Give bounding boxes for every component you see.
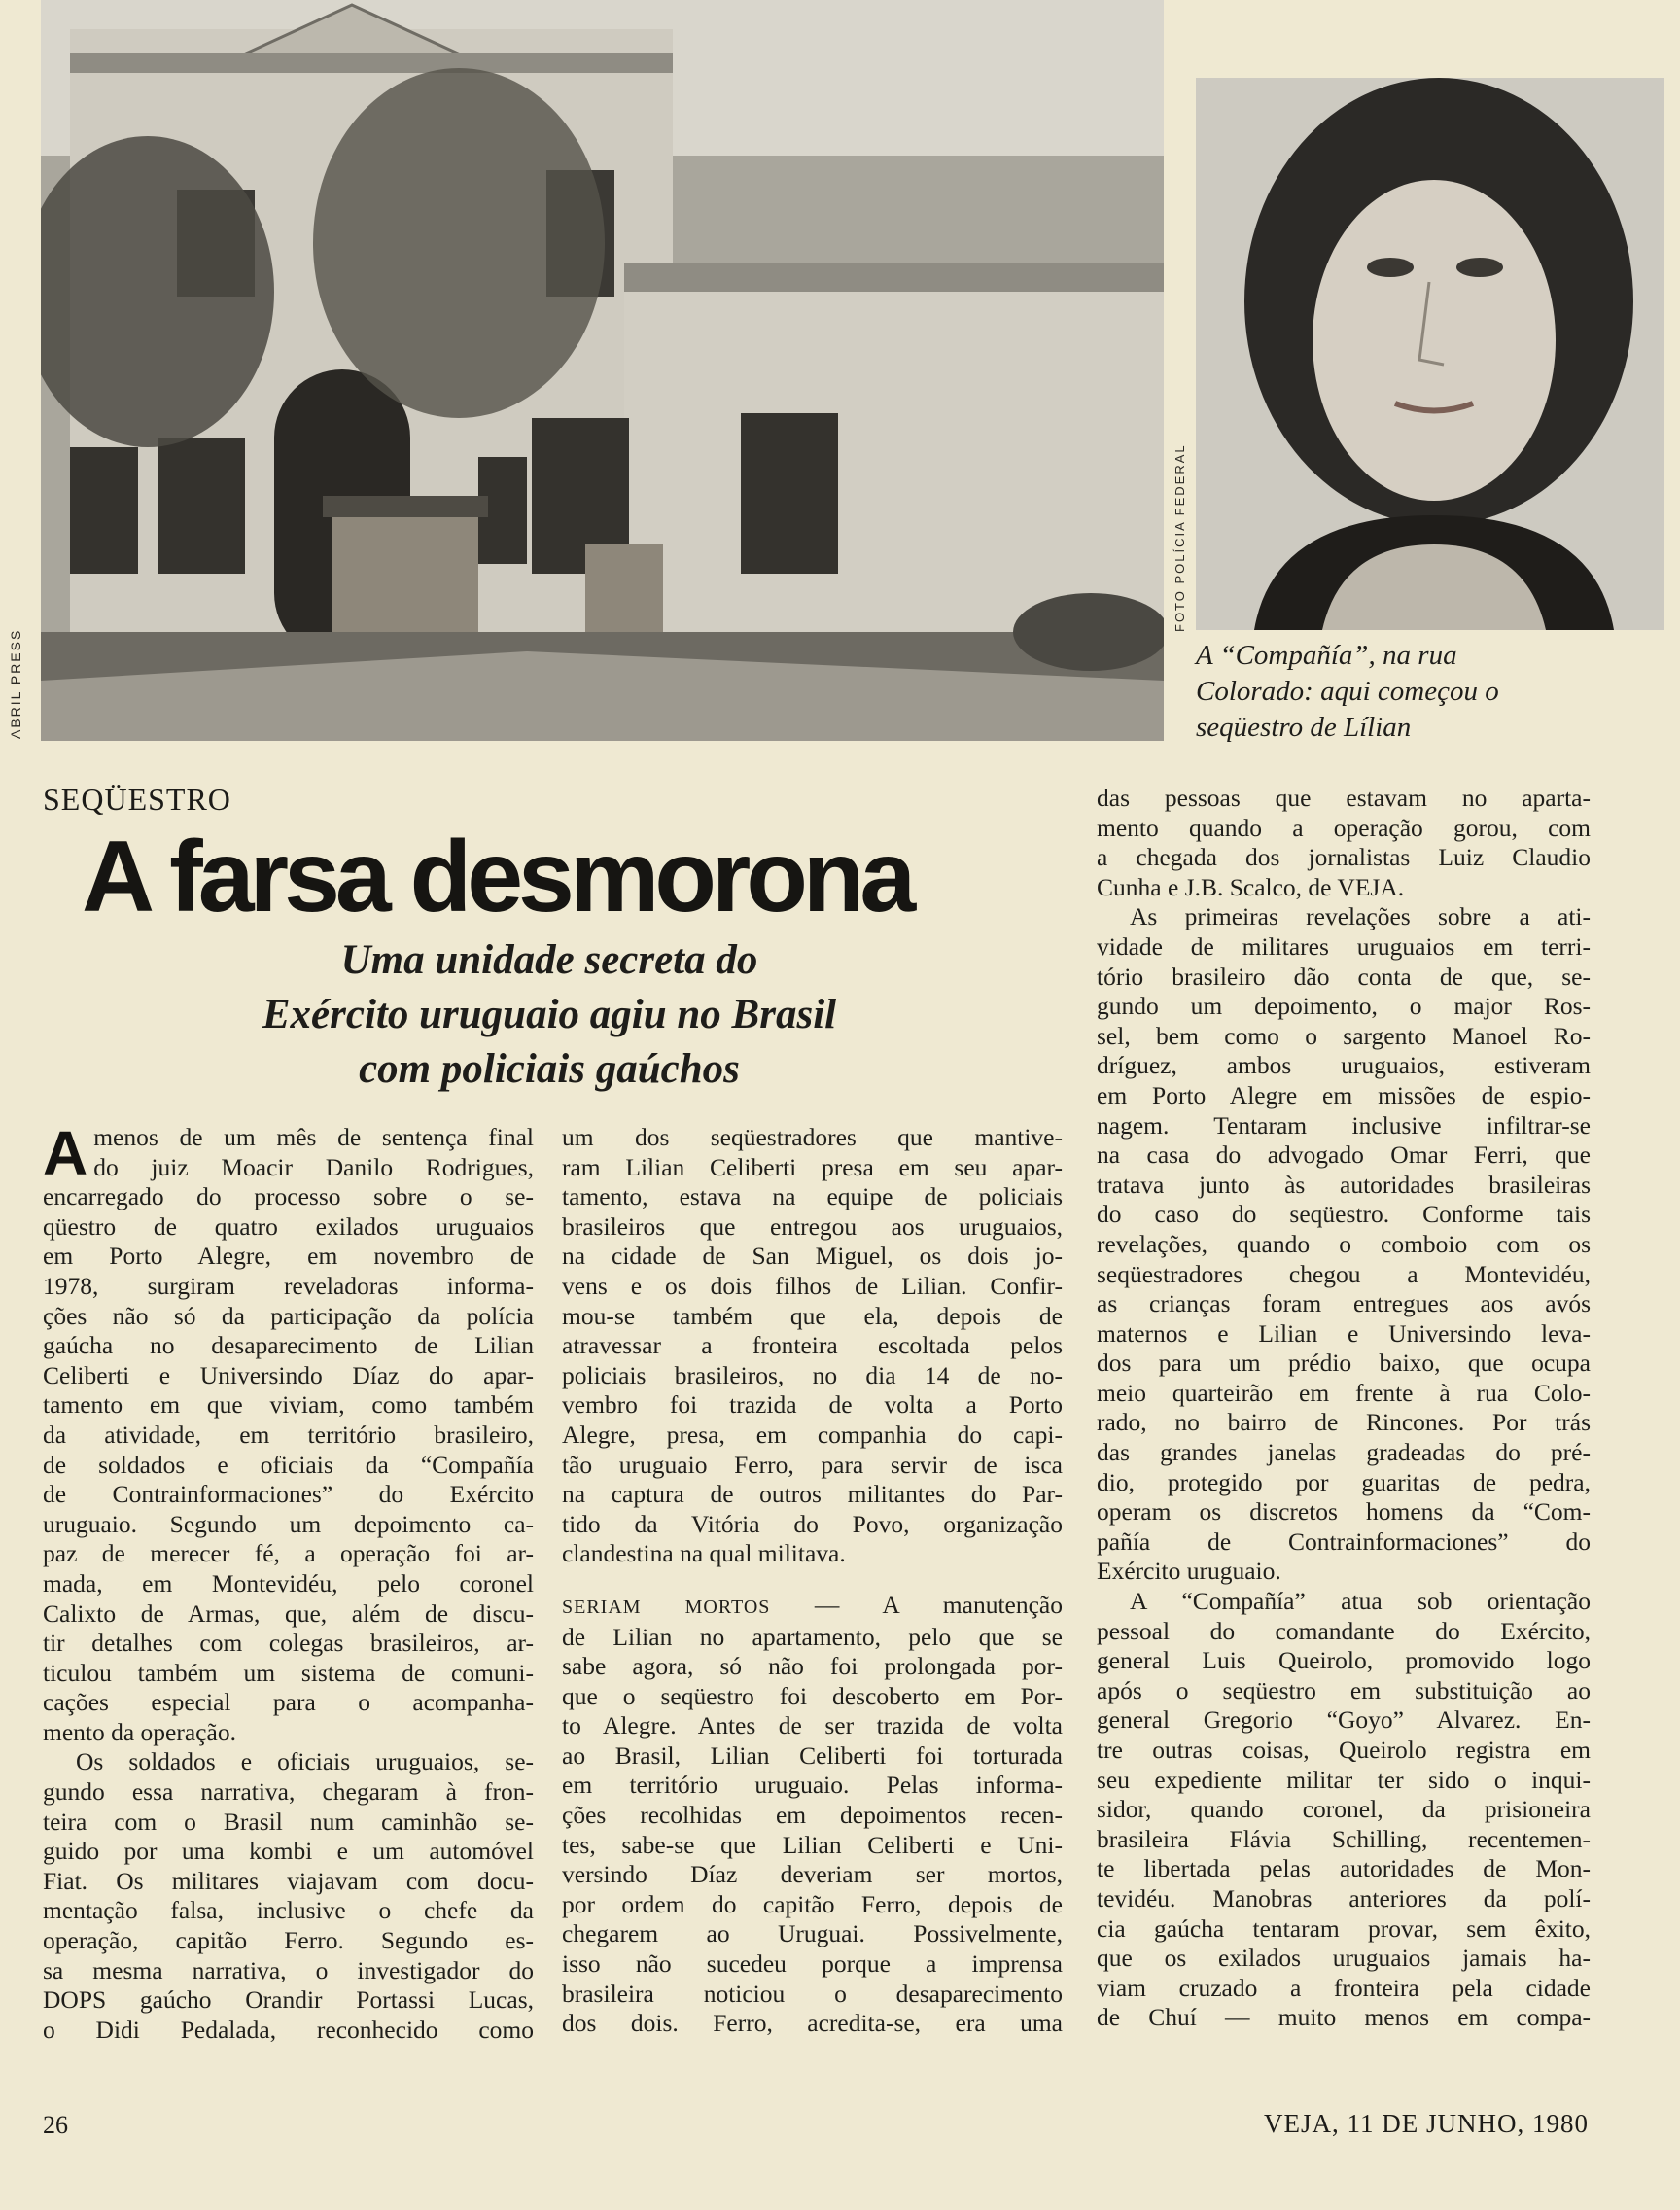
body-line: Exército uruguaio. [1097, 1557, 1281, 1586]
body-line: mento quando a operação gorou, com [1097, 813, 1591, 842]
body-line: tevidéu. Manobras anteriores da polí- [1097, 1883, 1591, 1912]
body-line: de soldados e oficiais da “Compañía [43, 1450, 534, 1479]
body-line: gundo essa narrativa, chegaram à fron- [43, 1777, 534, 1807]
body-line: pessoal do comandante do Exército, [1097, 1616, 1591, 1645]
body-line: sabe agora, só não foi prolongada por- [562, 1652, 1063, 1681]
photo-credit-policia: FOTO POLÍCIA FEDERAL [1172, 443, 1187, 632]
body-line: pañía de Contrainformaciones” do [1097, 1526, 1591, 1556]
deck [126, 933, 972, 1097]
article-column-2 [562, 1123, 1063, 2039]
body-line: tamento em que viviam, como também [43, 1390, 534, 1420]
caption-line: Colorado: aqui começou o [1196, 676, 1499, 707]
body-line: teira com o Brasil num caminhão se- [43, 1807, 534, 1836]
caption-line: seqüestro de Lílian [1196, 712, 1412, 743]
body-line: As primeiras revelações sobre a ati- [1130, 902, 1591, 931]
body-line: isso não sucedeu porque a imprensa [562, 1949, 1063, 1979]
body-line: meio quarteirão em frente à rua Colo- [1097, 1378, 1591, 1407]
body-line: atravessar a fronteira escoltada pelos [562, 1331, 1063, 1360]
body-line: Os soldados e oficiais uruguaios, se- [76, 1747, 534, 1776]
body-line: gaúcha no desaparecimento de Lilian [43, 1331, 534, 1360]
body-line: mada, em Montevidéu, pelo coronel [43, 1568, 534, 1597]
body-line-text: menos de um mês de sentença final [93, 1123, 534, 1151]
body-line: dos para um prédio baixo, que ocupa [1097, 1349, 1591, 1378]
body-line: to Alegre. Antes de ser trazida de volta [562, 1711, 1063, 1740]
body-line: em Porto Alegre em missões de espio- [1097, 1080, 1591, 1109]
body-line: as crianças foram entregues aos avós [1097, 1289, 1591, 1318]
body-line: em território uruguaio. Pelas informa- [562, 1771, 1063, 1800]
body-line: tre outras coisas, Queirolo registra em [1097, 1736, 1591, 1764]
body-line: chegarem ao Uruguai. Possivelmente, [562, 1919, 1063, 1948]
body-line: ções recolhidas em depoimentos recen- [562, 1801, 1063, 1830]
body-line: ticulou também um sistema de comuni- [43, 1658, 534, 1687]
body-line: das grandes janelas gradeadas do pré- [1097, 1438, 1591, 1467]
body-line: rado, no bairro de Rincones. Por trás [1097, 1408, 1591, 1437]
body-line: de Chuí — muito menos em compa- [1097, 2003, 1591, 2032]
body-line: da atividade, em território brasileiro, [43, 1420, 534, 1449]
body-line: maternos e Lilian e Universindo leva- [1097, 1318, 1591, 1348]
subhead: SERIAM MORTOS [562, 1596, 771, 1618]
body-line: na casa do advogado Omar Ferri, que [1097, 1140, 1591, 1170]
building-illustration [41, 0, 1164, 741]
body-line: que os exilados uruguaios jamais ha- [1097, 1944, 1591, 1973]
body-line: um dos seqüestradores que mantive- [562, 1123, 1063, 1151]
body-line: por ordem do capitão Ferro, depois de [562, 1889, 1063, 1918]
body-line: tão uruguaio Ferro, para servir de isca [562, 1450, 1063, 1479]
body-line: general Gregorio “Goyo” Alvarez. En- [1097, 1705, 1591, 1735]
body-line: operação, capitão Ferro. Segundo es- [43, 1926, 534, 1955]
body-line: DOPS gaúcho Orandir Portassi Lucas, [43, 1985, 534, 2015]
body-line [562, 1591, 1063, 1623]
body-line: tório brasileiro dão conta de que, se- [1097, 962, 1591, 991]
body-line: Cunha e J.B. Scalco, de VEJA. [1097, 872, 1405, 901]
body-line: do juiz Moacir Danilo Rodrigues, [93, 1152, 534, 1181]
body-line: uruguaio. Segundo um depoimento ca- [43, 1509, 534, 1538]
body-line: ao Brasil, Lilian Celiberti foi torturada [562, 1740, 1063, 1770]
photo-credit-abril: ABRIL PRESS [8, 628, 23, 739]
body-line: tir detalhes com colegas brasileiros, ar- [43, 1629, 534, 1658]
deck-line: Exército uruguaio agiu no Brasil [262, 992, 837, 1037]
body-line: sidor, quando coronel, da prisioneira [1097, 1795, 1591, 1824]
body-line: vembro foi trazida de volta a Porto [562, 1390, 1063, 1420]
deck-line: com policiais gaúchos [359, 1046, 740, 1092]
body-line: clandestina na qual militava. [562, 1539, 846, 1568]
body-line: brasileira noticiou o desaparecimento [562, 1979, 1063, 2008]
body-line: Fiat. Os militares viajavam com docu- [43, 1866, 534, 1895]
body-line: versindo Díaz deveriam ser mortos, [562, 1860, 1063, 1889]
body-line: após o seqüestro em substituição ao [1097, 1675, 1591, 1704]
article-column-3 [1097, 784, 1591, 2033]
body-line: Alegre, presa, em companhia do capi- [562, 1420, 1063, 1449]
body-line: vens e os dois filhos de Lilian. Confir- [562, 1271, 1063, 1300]
drop-cap: A [43, 1118, 88, 1188]
body-line: tido da Vitória do Povo, organização [562, 1509, 1063, 1538]
portrait-photo [1196, 78, 1664, 630]
issue-dateline: VEJA, 11 DE JUNHO, 1980 [1264, 2109, 1589, 2138]
body-line-text: — A manutenção [770, 1590, 1064, 1619]
body-line: tratava junto às autoridades brasileiras [1097, 1170, 1591, 1199]
body-line: ram Lilian Celiberti presa em seu apar- [562, 1152, 1063, 1181]
body-line: a chegada dos jornalistas Luiz Claudio [1097, 843, 1591, 872]
body-line: o Didi Pedalada, reconhecido como [43, 2015, 534, 2044]
body-line: policiais brasileiros, no dia 14 de no- [562, 1360, 1063, 1389]
body-line: 1978, surgiram reveladoras informa- [43, 1271, 534, 1300]
portrait-illustration [1196, 78, 1664, 630]
body-line: das pessoas que estavam no aparta- [1097, 784, 1591, 812]
body-line: seu expediente militar ter sido o inqui- [1097, 1765, 1591, 1794]
body-line: guido por uma kombi e um automóvel [43, 1837, 534, 1866]
body-line: sel, bem como o sargento Manoel Ro- [1097, 1021, 1591, 1050]
body-line: cações especial para o acompanha- [43, 1688, 534, 1717]
body-line: brasileira Flávia Schilling, recentemen- [1097, 1824, 1591, 1853]
body-line: na captura de outros militantes do Par- [562, 1480, 1063, 1509]
body-line: mentação falsa, inclusive o chefe da [43, 1896, 534, 1925]
body-line: A “Compañía” atua sob orientação [1130, 1587, 1591, 1616]
body-line: de Contrainformaciones” do Exército [43, 1480, 534, 1509]
section-kicker: SEQÜESTRO [43, 782, 231, 817]
body-line: brasileiros que entregou aos uruguaios, [562, 1211, 1063, 1241]
body-line: seqüestradores chegou a Montevidéu, [1097, 1259, 1591, 1288]
body-line: dos dois. Ferro, acredita-se, era uma [562, 2009, 1063, 2038]
body-line: dríguez, ambos uruguaios, estiveram [1097, 1051, 1591, 1080]
body-line: em Porto Alegre, em novembro de [43, 1242, 534, 1271]
body-line: que o seqüestro foi descoberto em Por- [562, 1681, 1063, 1710]
article-column-1 [43, 1118, 534, 2045]
body-line: tamento, estava na equipe de policiais [562, 1182, 1063, 1211]
body-line: Celiberti e Universindo Díaz do apar- [43, 1360, 534, 1389]
body-line: na cidade de San Miguel, os dois jo- [562, 1242, 1063, 1271]
body-line: encarregado do processo sobre o se- [43, 1182, 534, 1211]
body-line: do caso do seqüestro. Conforme tais [1097, 1200, 1591, 1229]
body-line: ções não só da participação da polícia [43, 1301, 534, 1330]
body-line: nagem. Tentaram inclusive infiltrar-se [1097, 1110, 1591, 1140]
body-line: de Lilian no apartamento, pelo que se [562, 1622, 1063, 1651]
body-line: qüestro de quatro exilados uruguaios [43, 1211, 534, 1241]
body-line: cia gaúcha tentaram provar, sem êxito, [1097, 1913, 1591, 1943]
page-number: 26 [43, 2111, 68, 2139]
body-line: mento da operação. [43, 1717, 236, 1746]
body-line: sa mesma narrativa, o investigador do [43, 1955, 534, 1984]
body-line: vidade de militares uruguaios em terri- [1097, 931, 1591, 961]
body-line: general Luis Queirolo, promovido logo [1097, 1646, 1591, 1675]
deck-line: Uma unidade secreta do [340, 937, 758, 983]
body-line: revelações, quando o comboio com os [1097, 1229, 1591, 1258]
body-line: paz de merecer fé, a operação foi ar- [43, 1539, 534, 1568]
body-line: operam os discretos homens da “Com- [1097, 1497, 1591, 1526]
body-line: Calixto de Armas, que, além de discu- [43, 1598, 534, 1628]
photo-caption [1196, 638, 1643, 746]
building-photo [41, 0, 1164, 741]
body-line: tes, sabe-se que Lilian Celiberti e Uni- [562, 1830, 1063, 1859]
caption-line: A “Compañía”, na rua [1196, 640, 1457, 671]
body-line: gundo um depoimento, o major Ros- [1097, 992, 1591, 1021]
headline: A farsa desmorona [82, 821, 912, 933]
body-line: mou-se também que ela, depois de [562, 1301, 1063, 1330]
body-line: te libertada pelas autoridades de Mon- [1097, 1854, 1591, 1883]
body-line: dio, protegido por guaritas de pedra, [1097, 1467, 1591, 1496]
body-line: viam cruzado a fronteira pela cidade [1097, 1973, 1591, 2002]
